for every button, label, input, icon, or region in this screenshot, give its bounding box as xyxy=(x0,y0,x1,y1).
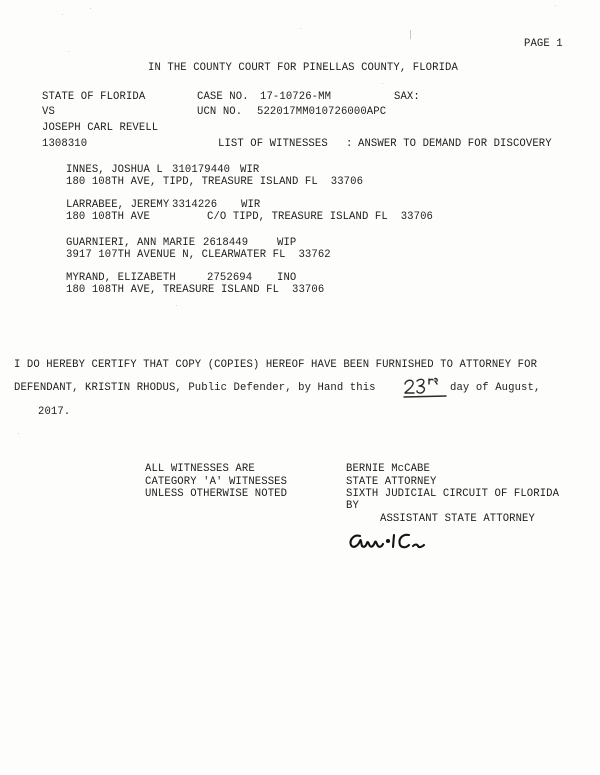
defendant-id: 1308310 xyxy=(42,138,88,150)
list-title: LIST OF WITNESSES xyxy=(218,138,328,150)
witness-address: 180 108TH AVE xyxy=(66,211,150,223)
state-attorney-name: BERNIE McCABE xyxy=(346,463,430,475)
witness-code: WIR xyxy=(240,164,260,176)
scan-speck xyxy=(68,51,69,52)
witness-code: WIP xyxy=(277,237,297,249)
scan-speck xyxy=(410,30,411,39)
witness-name: MYRAND, ELIZABETH xyxy=(66,272,176,284)
category-note-line-1: ALL WITNESSES ARE xyxy=(145,463,255,475)
certificate-line-2: DEFENDANT, KRISTIN RHODUS, Public Defender, by Hand this xyxy=(14,382,376,394)
scan-speck xyxy=(18,433,19,434)
ucn-label: UCN NO. xyxy=(197,106,243,118)
category-note-line-2: CATEGORY 'A' WITNESSES xyxy=(145,476,288,488)
witness-code: INO xyxy=(277,272,297,284)
witness-address: 180 108TH AVE, TIPD, TREASURE ISLAND FL 33706 xyxy=(66,176,364,188)
certificate-line-2-end: day of August, xyxy=(450,382,541,394)
witness-id: 3314226 xyxy=(172,199,218,211)
by-label: BY xyxy=(346,500,359,512)
witness-address-extra: C/O TIPD, TREASURE ISLAND FL 33706 xyxy=(207,211,434,223)
scan-speck xyxy=(555,5,556,6)
witness-name: INNES, JOSHUA L xyxy=(66,164,163,176)
certificate-line-1: I DO HEREBY CERTIFY THAT COPY (COPIES) HEREOF HAVE BEEN FURNISHED TO ATTORNEY FOR xyxy=(14,359,538,371)
list-separator: : xyxy=(346,138,353,150)
scan-speck xyxy=(176,305,177,306)
category-note-line-3: UNLESS OTHERWISE NOTED xyxy=(145,488,288,500)
witness-code: WIR xyxy=(241,199,261,211)
witness-name: LARRABEE, JEREMY xyxy=(66,199,170,211)
court-title: IN THE COUNTY COURT FOR PINELLAS COUNTY, FLORIDA xyxy=(148,62,458,74)
witness-id: 2618449 xyxy=(203,237,249,249)
scan-speck xyxy=(300,28,301,29)
page-number: PAGE 1 xyxy=(524,38,563,50)
handwritten-day xyxy=(402,376,448,398)
scan-speck xyxy=(62,14,63,15)
defendant-name: JOSEPH CARL REVELL xyxy=(42,122,159,134)
ucn-no: 522017MM010726000APC xyxy=(257,106,387,118)
witness-name: GUARNIERI, ANN MARIE xyxy=(66,237,196,249)
case-no: 17-10726-MM xyxy=(260,91,332,103)
witness-id: 2752694 xyxy=(207,272,253,284)
witness-id: 310179440 xyxy=(172,164,231,176)
list-subtitle: ANSWER TO DEMAND FOR DISCOVERY xyxy=(358,138,552,150)
sax-label: SAX: xyxy=(394,91,420,103)
scan-speck xyxy=(90,8,91,9)
handwritten-signature xyxy=(346,526,456,556)
plaintiff: STATE OF FLORIDA xyxy=(42,91,146,103)
judicial-circuit: SIXTH JUDICIAL CIRCUIT OF FLORIDA xyxy=(346,488,560,500)
scan-speck xyxy=(382,83,383,84)
versus: VS xyxy=(42,106,55,118)
state-attorney-title: STATE ATTORNEY xyxy=(346,476,437,488)
case-no-label: CASE NO. xyxy=(197,91,249,103)
witness-address: 180 108TH AVE, TREASURE ISLAND FL 33706 xyxy=(66,284,325,296)
witness-address: 3917 107TH AVENUE N, CLEARWATER FL 33762 xyxy=(66,249,331,261)
assistant-state-attorney: ASSISTANT STATE ATTORNEY xyxy=(380,513,535,525)
certificate-year: 2017. xyxy=(38,406,71,418)
